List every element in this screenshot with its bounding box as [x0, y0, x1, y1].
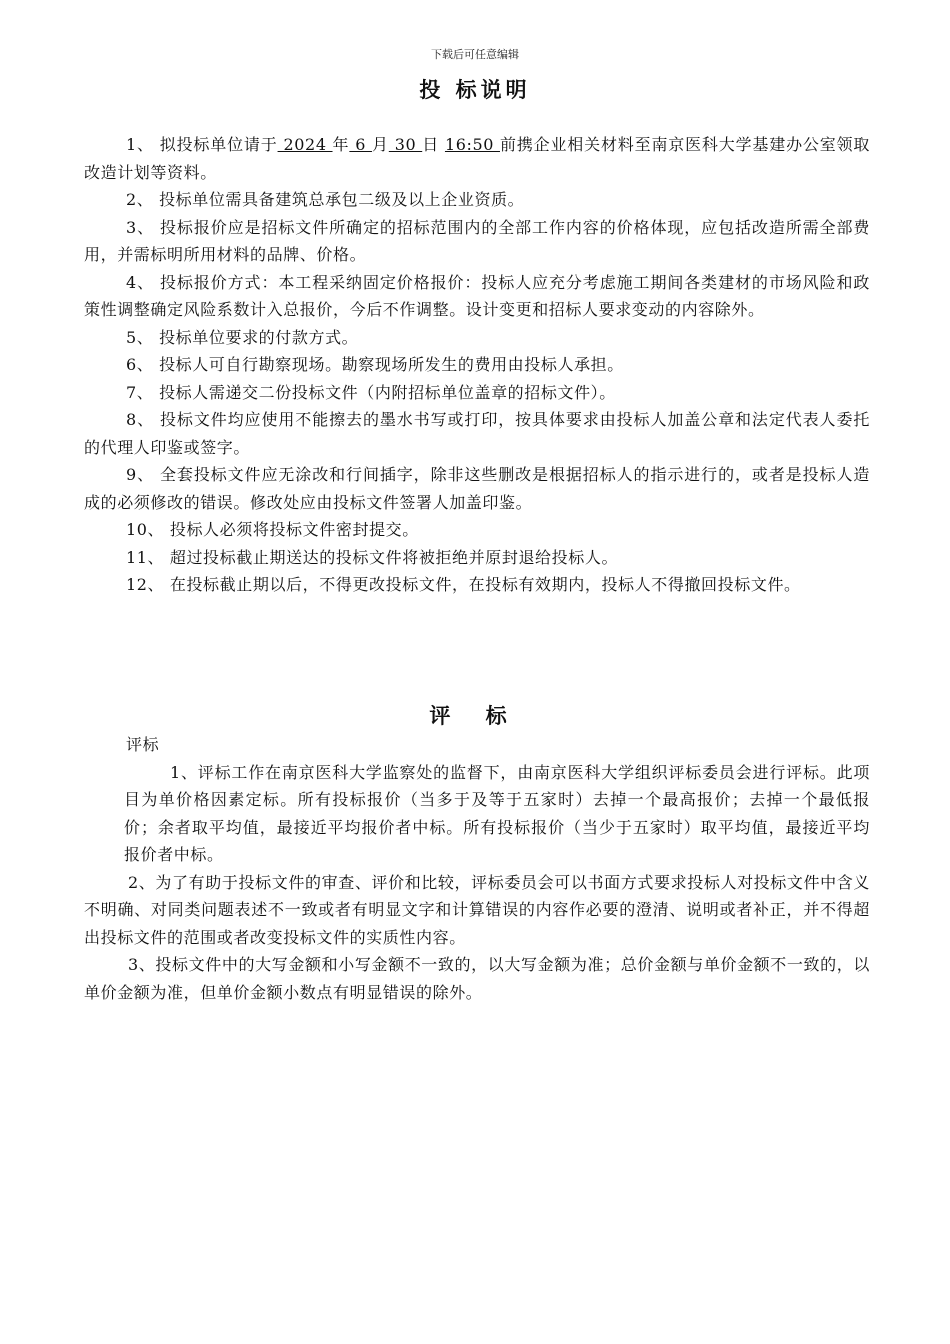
day-char: 日	[422, 135, 445, 154]
section-title-bidding-instructions: 投 标说明	[419, 78, 531, 102]
deadline-time: 16:50	[444, 135, 500, 154]
instruction-item-8: 8、 投标文件均应使用不能擦去的墨水书写或打印，按具体要求由投标人加盖公章和法定代表人委托的代理人印鉴或签字。	[84, 410, 870, 457]
year-char: 年	[332, 135, 350, 154]
instruction-item-5: 5、 投标单位要求的付款方式。	[126, 327, 359, 347]
bidding-instructions-body	[84, 131, 870, 599]
instruction-item-4: 4、 投标报价方式：本工程采纳固定价格报价：投标人应充分考虑施工期间各类建材的市场风险和政策性调整确定风险系数计入总报价，今后不作调整。设计变更和招标人要求变动的内容除外。	[84, 272, 870, 319]
header-note: 下载后可任意编辑	[431, 48, 519, 61]
item1-suffix: 前携企业相关材料至南京医科大学基建办公室领取改造计划等资料。	[84, 135, 870, 182]
instruction-item-7: 7、 投标人需递交二份投标文件（内附招标单位盖章的招标文件）。	[126, 382, 616, 402]
evaluation-item-2: 2、为了有助于投标文件的审查、评价和比较，评标委员会可以书面方式要求投标人对投标文件中含义不明确、对同类问题表述不一致或者有明显文字和计算错误的内容作必要的澄清、说明或者补正，并不得超出投标文件的范围或者改变投标文件的实质性内容。	[84, 872, 870, 947]
instruction-item-6: 6、 投标人可自行勘察现场。勘察现场所发生的费用由投标人承担。	[126, 355, 624, 374]
section-title-evaluation: 评 标	[429, 704, 521, 728]
instruction-item-3: 3、 投标报价应是招标文件所确定的招标范围内的全部工作内容的价格体现，应包括改造所需全部费用，并需标明所用材料的品牌、价格。	[84, 217, 870, 264]
month-char: 月	[371, 135, 389, 154]
deadline-day: 30	[388, 135, 423, 154]
item1-prefix: 1、 拟投标单位请于	[126, 135, 278, 154]
instruction-item-12: 12、 在投标截止期以后，不得更改投标文件，在投标有效期内，投标人不得撤回投标文件。	[126, 575, 801, 594]
evaluation-item-3: 3、投标文件中的大写金额和小写金额不一致的，以大写金额为准；总价金额与单价金额不一致的，以单价金额为准，但单价金额小数点有明显错误的除外。	[84, 955, 870, 1002]
evaluation-item-1: 1、评标工作在南京医科大学监察处的监督下，由南京医科大学组织评标委员会进行评标。此项目为单价格因素定标。所有投标报价（当多于及等于五家时）去掉一个最高报价；去掉一个最低报价；余者取平均值，最接近平均报价者中标。所有投标报价（当少于五家时）取平均值，最接近平均报价者中标。	[124, 762, 870, 864]
instruction-item-11: 11、 超过投标截止期送达的投标文件将被拒绝并原封退给投标人。	[126, 547, 619, 567]
instruction-item-2: 2、 投标单位需具备建筑总承包二级及以上企业资质。	[126, 190, 525, 209]
deadline-year: 2024	[277, 135, 333, 154]
instruction-item-10: 10、 投标人必须将投标文件密封提交。	[126, 520, 419, 539]
deadline-month: 6	[349, 135, 372, 154]
evaluation-body	[84, 731, 870, 1006]
instruction-item-1	[84, 131, 870, 186]
instruction-item-9: 9、 全套投标文件应无涂改和行间插字，除非这些删改是根据招标人的指示进行的，或者是投标人造成的必须修改的错误。修改处应由投标文件签署人加盖印鉴。	[84, 465, 870, 512]
evaluation-label: 评标	[126, 735, 160, 754]
